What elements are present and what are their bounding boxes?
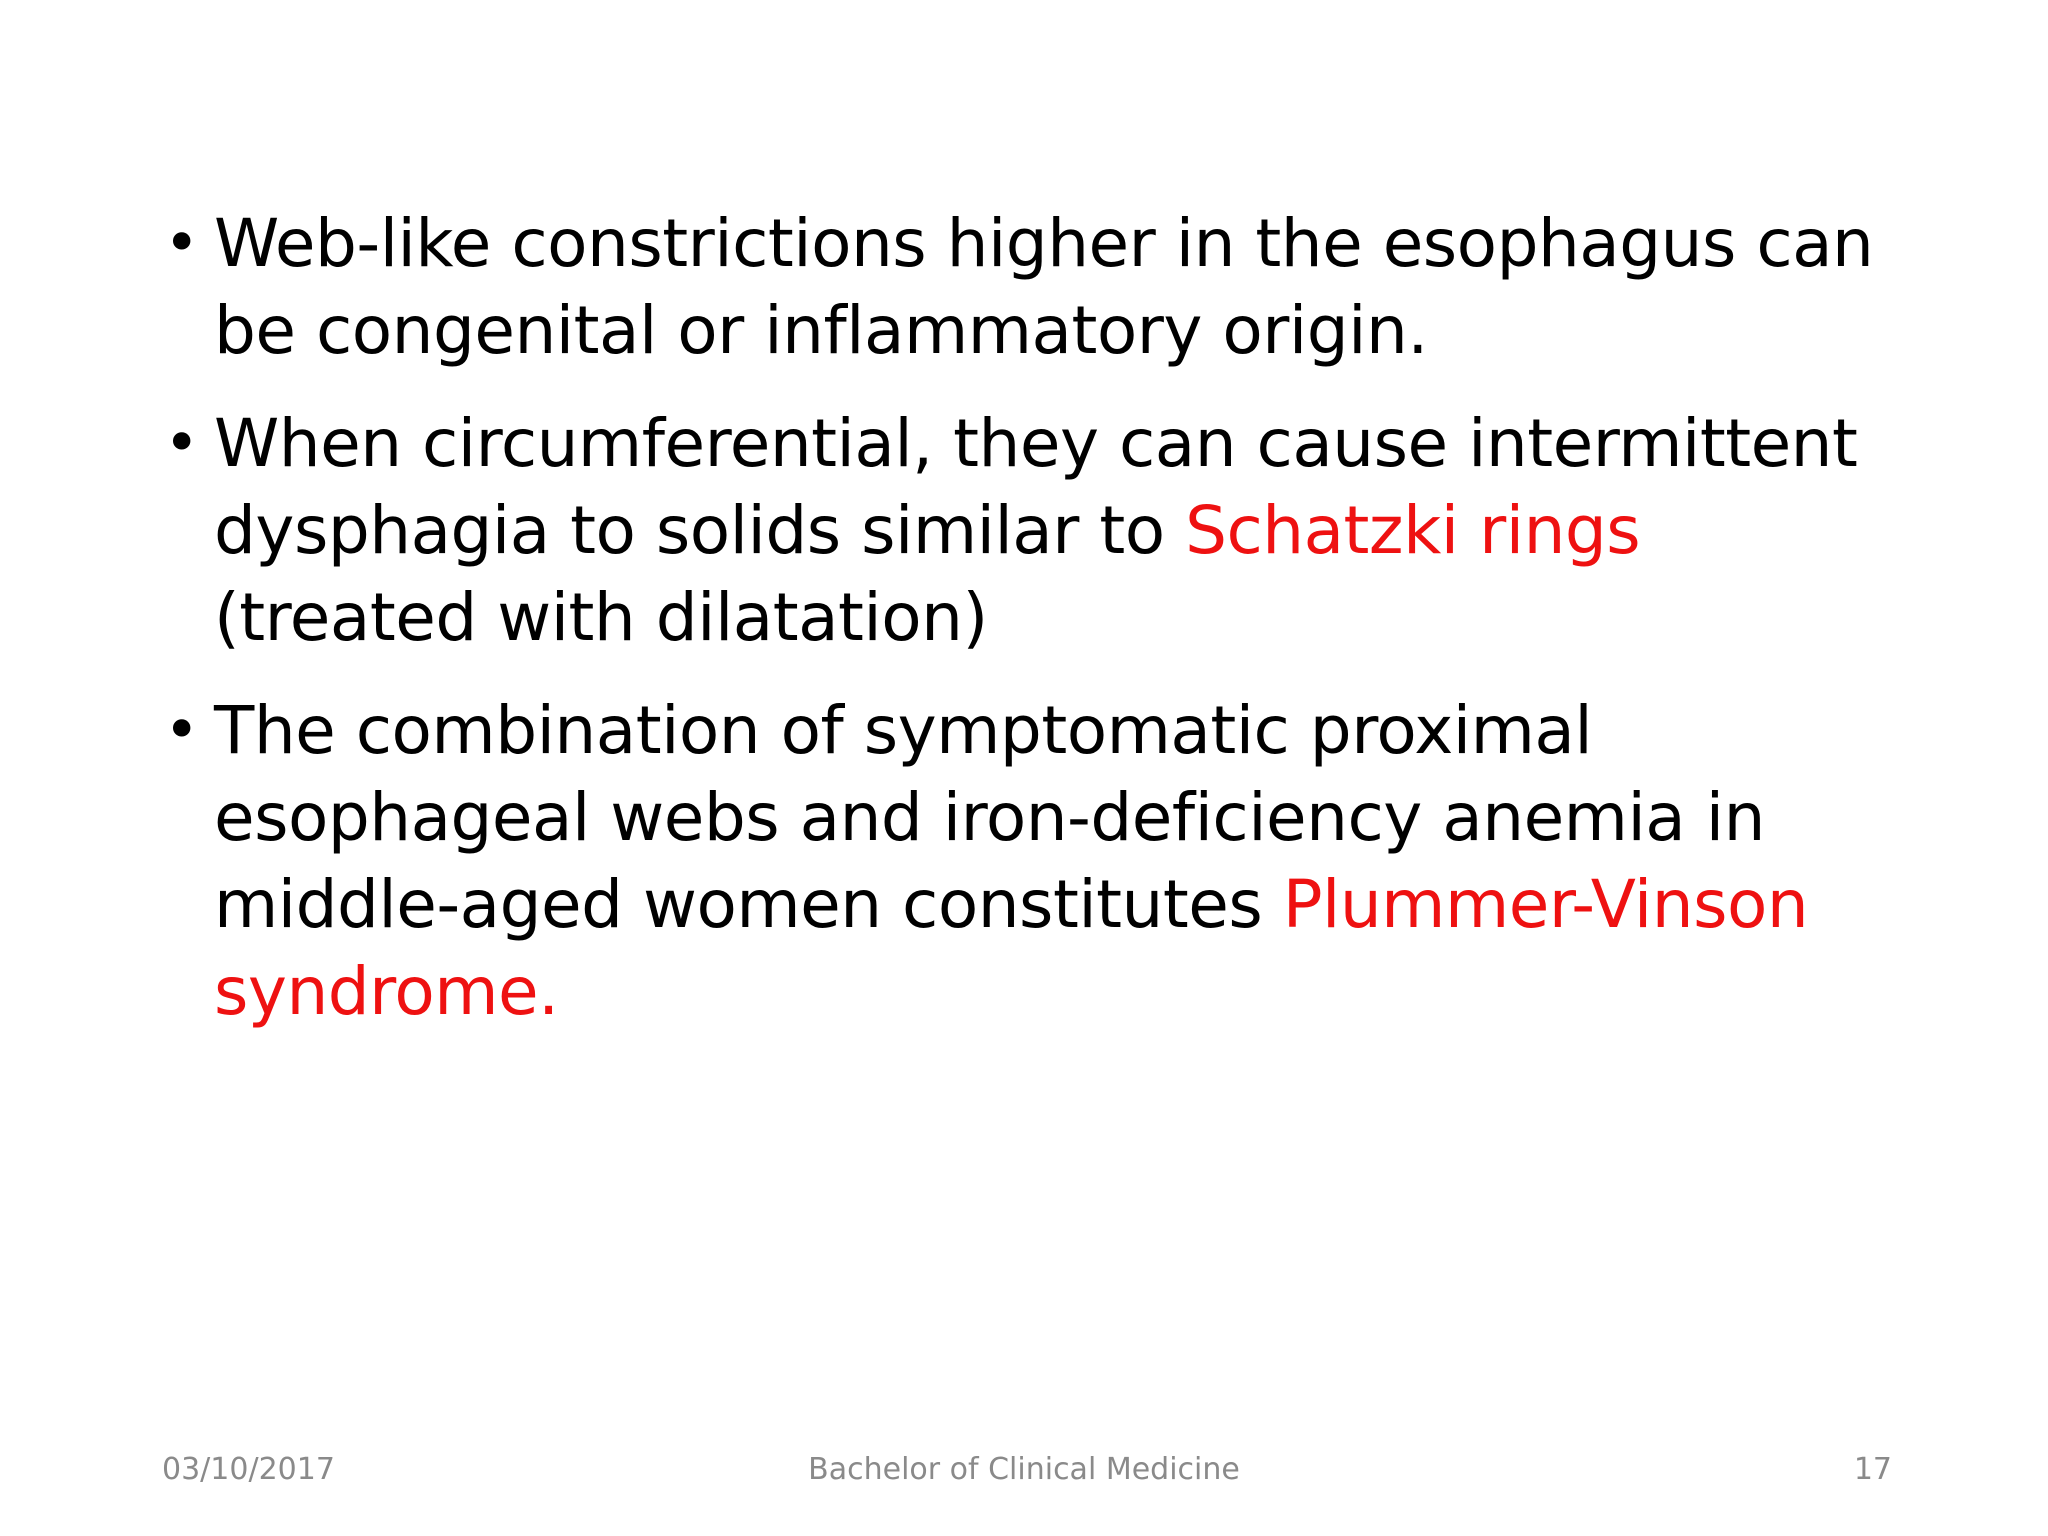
bullet-marker: •: [164, 408, 199, 478]
bullet-text: (treated with dilatation): [214, 579, 988, 656]
bullet-item: [160, 687, 1900, 1035]
bullet-text: Web-like constrictions higher in the esophagus can be congenital or inflammatory origin.: [214, 205, 1874, 369]
bullet-text: The combination of symptomatic proximal esophageal webs and iron-deficiency anemia in middle-aged women constitutes: [214, 692, 1765, 943]
bullet-marker: •: [164, 695, 199, 765]
bullet-marker: •: [164, 208, 199, 278]
bullet-list: [160, 200, 1900, 1061]
bullet-text: When circumferential, they can cause intermittent dysphagia to solids similar to: [214, 405, 1858, 569]
bullet-item: [160, 400, 1900, 661]
bullet-item: [160, 200, 1900, 374]
footer-date: 03/10/2017: [162, 1452, 335, 1487]
highlighted-term: Plummer-Vinson syndrome.: [214, 866, 1809, 1030]
slide-number: 17: [1853, 1452, 1892, 1487]
footer-title: Bachelor of Clinical Medicine: [808, 1452, 1240, 1487]
highlighted-term: Schatzki rings: [1185, 492, 1641, 569]
